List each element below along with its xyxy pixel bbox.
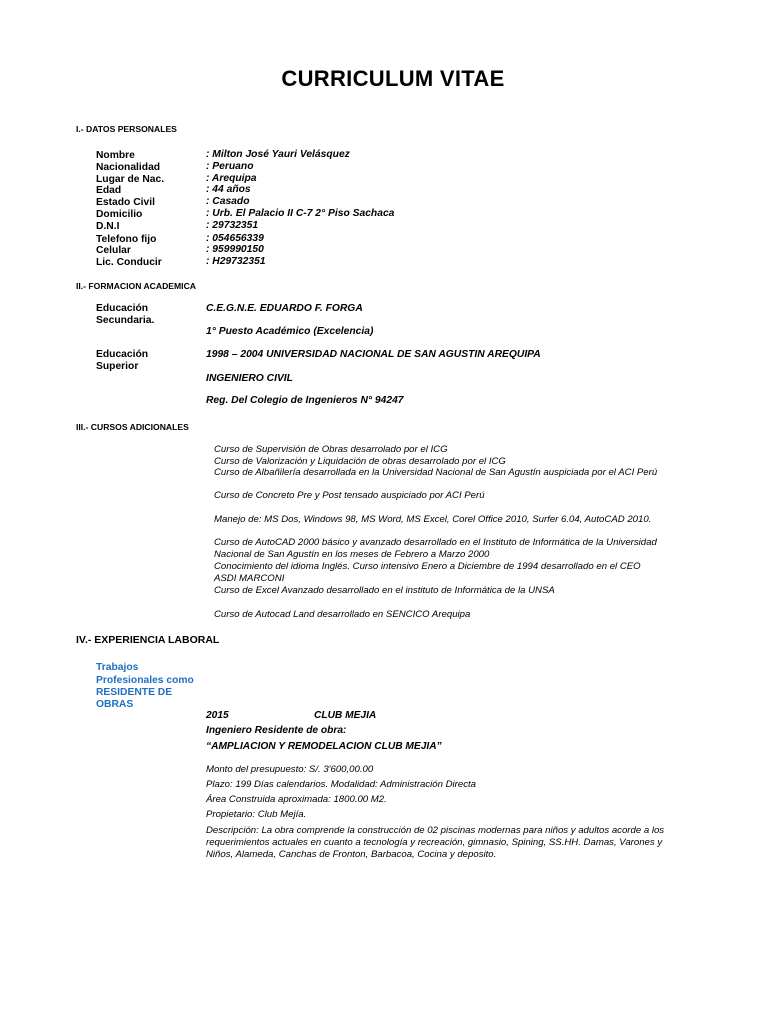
experience-side-label: OBRAS [96, 699, 134, 710]
job-project: “AMPLIACION Y REMODELACION CLUB MEJIA” [206, 741, 442, 752]
personal-label: Lugar de Nac. [96, 174, 165, 185]
course-item: Manejo de: MS Dos, Windows 98, MS Word, MS Excel, Corel Office 2010, Surfer 6.04, AutoCAD 2010. [214, 514, 652, 525]
personal-value: : Urb. El Palacio II C-7 2° Piso Sachaca [206, 208, 395, 219]
education-label: Educación [96, 303, 149, 314]
personal-value: : Milton José Yauri Velásquez [206, 149, 350, 160]
personal-label: Celular [96, 245, 131, 256]
job-company: CLUB MEJIA [314, 710, 377, 721]
course-item: Curso de Autocad Land desarrollado en SENCICO Arequipa [214, 609, 471, 620]
personal-value: : Peruano [206, 161, 254, 172]
personal-value: : Casado [206, 196, 250, 207]
personal-label: Telefono fijo [96, 234, 157, 245]
personal-label: Nacionalidad [96, 162, 161, 173]
experience-side-label: RESIDENTE DE [96, 687, 173, 698]
superior-registration: Reg. Del Colegio de Ingenieros N° 94247 [206, 395, 404, 406]
course-item: Nacional de San Agustín en los meses de Febrero a Marzo 2000 [214, 549, 490, 560]
personal-label: Estado Civil [96, 197, 155, 208]
superior-degree: INGENIERO CIVIL [206, 373, 293, 384]
superior-school: 1998 – 2004 UNIVERSIDAD NACIONAL DE SAN AGUSTIN AREQUIPA [206, 349, 541, 360]
course-item: Curso de Concreto Pre y Post tensado auspiciado por ACI Perú [214, 490, 485, 501]
page-title: CURRICULUM VITAE [281, 66, 505, 91]
job-year: 2015 [206, 710, 229, 721]
personal-label: Domicilio [96, 209, 143, 220]
job-role: Ingeniero Residente de obra: [206, 725, 347, 736]
section-heading-courses: III.- CURSOS ADICIONALES [76, 422, 189, 432]
course-item: Curso de Supervisión de Obras desarrolado por el ICG [214, 444, 448, 455]
secondary-award: 1° Puesto Académico (Excelencia) [206, 326, 374, 337]
experience-side-label: Trabajos [96, 662, 139, 673]
course-item: Curso de Albañilería desarrollada en la Universidad Nacional de San Agustín auspiciada por el ACI Perú [214, 467, 658, 478]
course-item: Curso de AutoCAD 2000 básico y avanzado desarrollado en el Instituto de Informática de la Universidad [214, 537, 657, 548]
job-detail: Plazo: 199 Días calendarios. Modalidad: Administración Directa [206, 779, 477, 790]
job-detail: Propietario: Club Mejía. [206, 809, 307, 820]
personal-value: : H29732351 [206, 256, 266, 267]
course-item: Curso de Valorización y Liquidación de obras desarrolado por el ICG [214, 456, 506, 467]
course-item: Curso de Excel Avanzado desarrollado en el instituto de Informática de la UNSA [214, 585, 555, 596]
section-heading-experience: IV.- EXPERIENCIA LABORAL [76, 634, 220, 646]
section-heading-personal: I.- DATOS PERSONALES [76, 124, 177, 134]
secondary-school: C.E.G.N.E. EDUARDO F. FORGA [206, 303, 363, 314]
experience-side-label: Profesionales como [96, 675, 194, 686]
personal-value: : 959990150 [206, 244, 264, 255]
job-description: Descripción: La obra comprende la construcción de 02 piscinas modernas para niños y adultos acorde a los [206, 825, 665, 836]
personal-label: Edad [96, 185, 122, 196]
job-detail: Área Construida aproximada: 1800.00 M2. [206, 794, 387, 805]
personal-value: : 44 años [206, 184, 251, 195]
personal-label: D.N.I [96, 221, 120, 232]
personal-value: : 29732351 [206, 220, 259, 231]
course-item: Conocimiento del idioma Inglés. Curso intensivo Enero a Diciembre de 1994 desarrollado en el CEO [214, 561, 641, 572]
job-description: requerimientos actuales en cuanto a tecnología y recreación, gimnasio, Spining, SS.HH. Damas, Varones y [206, 837, 663, 848]
job-description: Niños, Alameda, Canchas de Fronton, Barbacoa, Cocina y deposito. [206, 849, 497, 860]
personal-label: Lic. Conducir [96, 257, 162, 268]
personal-label: Nombre [96, 150, 135, 161]
course-item: ASDI MARCONI [214, 573, 285, 584]
education-label: Educación [96, 349, 149, 360]
personal-value: : 054656339 [206, 233, 264, 244]
job-detail: Monto del presupuesto: S/. 3'600,00.00 [206, 764, 374, 775]
personal-value: : Arequipa [206, 173, 257, 184]
education-label: Secundaria. [96, 315, 155, 326]
section-heading-academic: II.- FORMACION ACADEMICA [76, 281, 196, 291]
education-label: Superior [96, 361, 139, 372]
